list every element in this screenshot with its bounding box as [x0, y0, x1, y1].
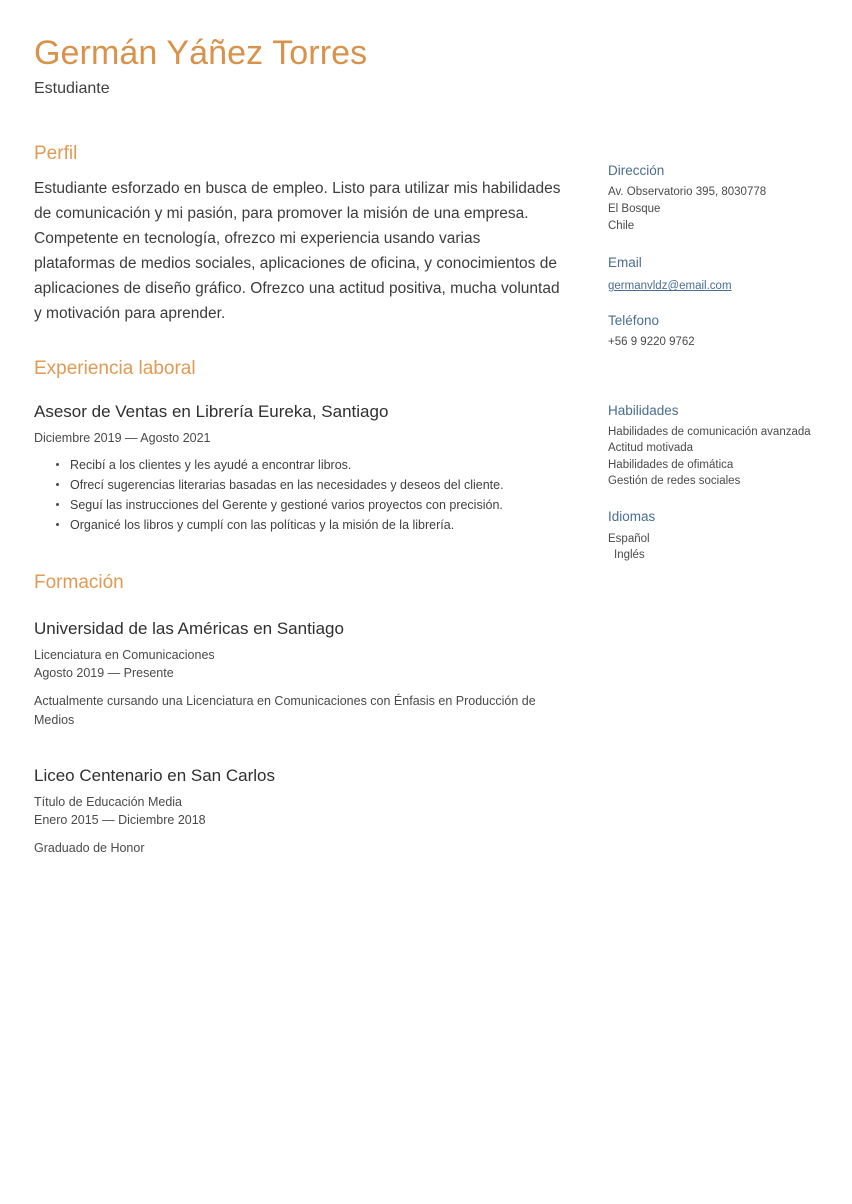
address-line-1: Av. Observatorio 395, 8030778: [608, 186, 767, 199]
list-item: Organicé los libros y cumplí con las políticas y la misión de la librería.: [56, 515, 564, 535]
resume-header: [34, 34, 594, 98]
sidebar-block-address: [608, 163, 820, 234]
sidebar-heading-phone: Teléfono: [608, 313, 660, 329]
sidebar-heading-languages: Idiomas: [608, 509, 656, 525]
education-entry-description: Graduado de Honor: [34, 840, 145, 855]
skill-item: Actitud motivada: [608, 442, 694, 455]
education-entry-description: Actualmente cursando una Licenciatura en Comunicaciones con Énfasis en Producción de Medios: [34, 693, 536, 727]
profile-text: Estudiante esforzado en busca de empleo. Listo para utilizar mis habilidades de comunicación y mi pasión, para promover la misión de una empresa. Competente en tecnología, ofrezco mi experiencia usando varias plataformas de medios sociales, aplicaciones de oficina, y conocimientos de aplicaciones de diseño gráfico. Ofrezco una actitud positiva, mucha voluntad y motivación para aprender.: [34, 179, 561, 323]
experience-entry-dates: Diciembre 2019 — Agosto 2021: [34, 430, 211, 445]
education-entry-dates: Agosto 2019 — Presente: [34, 665, 174, 680]
sidebar-heading-address: Dirección: [608, 163, 665, 178]
phone-value: +56 9 9220 9762: [608, 336, 695, 349]
education-entry-degree: Título de Educación Media: [34, 794, 183, 809]
education-entry: [34, 765, 564, 857]
skill-item: Habilidades de ofimática: [608, 458, 734, 471]
sidebar-heading-skills: Habilidades: [608, 402, 679, 418]
candidate-name: Germán Yáñez Torres: [34, 34, 368, 72]
experience-entry-title: Asesor de Ventas en Librería Eureka, Santiago: [34, 402, 389, 422]
sidebar-block-skills: [608, 403, 820, 490]
candidate-job-title: Estudiante: [34, 80, 110, 98]
section-experience: [34, 358, 564, 535]
education-entry: [34, 618, 564, 729]
main-column: [34, 143, 564, 858]
sidebar-block-phone: [608, 313, 820, 351]
experience-entry: [34, 401, 564, 535]
section-profile: [34, 143, 564, 326]
sidebar-block-email: [608, 255, 820, 295]
language-item: Español: [608, 532, 650, 545]
section-heading-experience: Experiencia laboral: [34, 358, 196, 380]
skill-item: Gestión de redes sociales: [608, 475, 741, 488]
experience-bullet-list: [34, 455, 564, 536]
education-entry-degree: Licenciatura en Comunicaciones: [34, 647, 215, 662]
section-heading-education: Formación: [34, 571, 124, 593]
education-entry-title: Universidad de las Américas en Santiago: [34, 619, 344, 639]
sidebar-heading-email: Email: [608, 255, 642, 271]
education-entry-dates: Enero 2015 — Diciembre 2018: [34, 812, 206, 827]
list-item: Recibí a los clientes y les ayudé a encontrar libros.: [56, 455, 564, 475]
list-item: Ofrecí sugerencias literarias basadas en las necesidades y deseos del cliente.: [56, 475, 564, 495]
address-line-2: El Bosque: [608, 202, 661, 215]
sidebar-column: [608, 163, 820, 581]
sidebar-block-languages: [608, 509, 820, 563]
list-item: Seguí las instrucciones del Gerente y gestioné varios proyectos con precisión.: [56, 495, 564, 515]
skill-item: Habilidades de comunicación avanzada: [608, 426, 811, 439]
section-heading-profile: Perfil: [34, 143, 78, 164]
address-line-3: Chile: [608, 219, 635, 232]
education-entry-title: Liceo Centenario en San Carlos: [34, 766, 275, 786]
section-education: [34, 572, 564, 858]
language-item: Inglés: [614, 548, 645, 561]
email-link[interactable]: germanvldz@email.com: [608, 280, 732, 293]
